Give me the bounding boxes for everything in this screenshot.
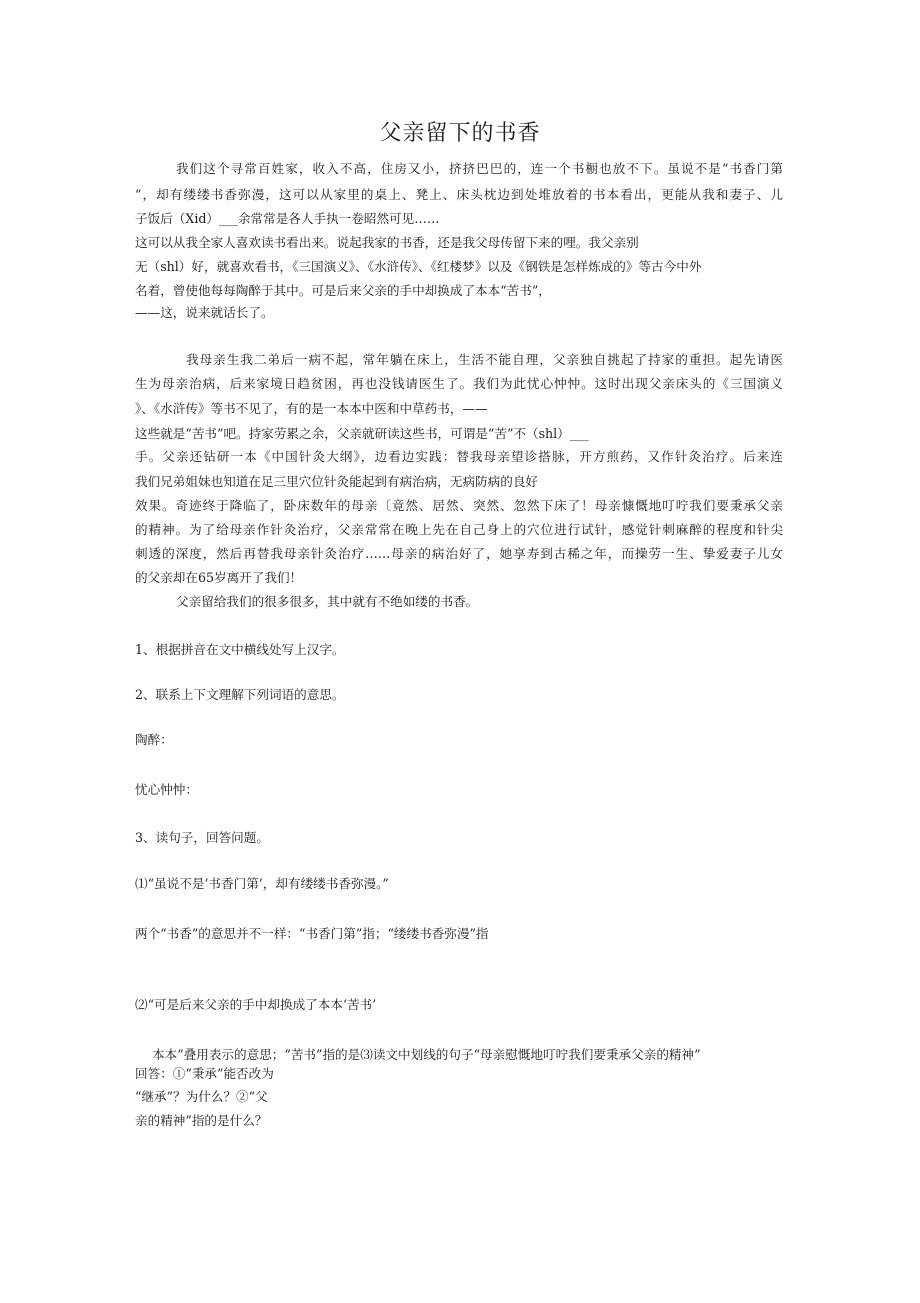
passage-line: ”，却有缕缕书香弥漫，这可以从家里的桌上、凳上、床头枕边到处堆放着的书本看出，更能从我和妻子、儿 — [135, 187, 783, 202]
passage-line: 的父亲却在65岁离开了我们！ — [135, 570, 303, 585]
passage-line: 生为母亲治病，后来家境日趋贫困，再也没钱请医生了。我们为此忧心忡忡。这时出现父亲床头的《三国演义 — [135, 376, 783, 391]
passage-line: 手。父亲还钻研一本《中国针灸大纲》，边看边实践：替我母亲望诊搭脉，开方煎药，又作针灸治疗。后来连 — [135, 449, 783, 464]
passage-line: 》、《水浒传》等书不见了，有的是一本本中医和中草药书，—— — [135, 401, 488, 416]
document-title: 父亲留下的书香 — [379, 121, 541, 146]
passage-line: 我母亲生我二弟后一病不起，常年躺在床上，生活不能自理，父亲独自挑起了持家的重担。起先请医 — [186, 352, 783, 367]
question-3: 3、读句子，回答问题。 — [135, 830, 269, 845]
passage-line: 名着，曾使他每每陶醉于其中。可是后来父亲的手中却换成了本本“苦书”， — [135, 283, 551, 298]
question-3-item: 回答：①“秉承”能否改为 — [135, 1066, 274, 1081]
passage-line: 效果。奇迹终于降临了，卧床数年的母亲〔竟然、居然、突然、忽然下床了！母亲慷慨地叮咛我们要秉承父亲 — [135, 498, 783, 513]
question-3-item: ⑵“可是后来父亲的手中却换成了本本‘苦书’ — [135, 997, 377, 1012]
question-2-term: 忧心忡忡： — [135, 782, 198, 797]
question-3-item: 两个“书香”的意思并不一样：“书香门第”指；“缕缕书香弥漫”指 — [135, 926, 489, 941]
passage-line: 无（shl）好，就喜欢看书，《三国演义》、《水浒传》、《红楼梦》以及《钢铁是怎样炼成的》等古今中外 — [135, 259, 702, 274]
question-2-term: 陶醉： — [135, 732, 173, 747]
question-3-item: 本本”叠用表示的意思；“苦书”指的是⑶读文中划线的句子“母亲慰慨地叮咛我们要秉承父亲的精神” — [152, 1047, 701, 1062]
passage-line: 我们兄弟姐妹也知道在足三里穴位针灸能起到有病治病，无病防病的良好 — [135, 474, 538, 489]
question-3-item: ⑴“虽说不是‘书香门第’，却有缕缕书香弥漫。” — [135, 876, 389, 891]
passage-line: 的精神。为了给母亲作针灸治疗，父亲常常在晚上先在自己身上的穴位进行试针，感觉针刺麻醉的程度和针尖 — [135, 522, 783, 537]
passage-line: 刺透的深度，然后再替我母亲针灸治疗……母亲的病治好了，她享寿到古稀之年，而操劳一生、挚爱妻子儿女 — [135, 546, 783, 561]
passage-line: 父亲留给我们的很多很多，其中就有不绝如缕的书香。 — [176, 594, 479, 609]
question-3-item: “继承”？为什么？②“父 — [135, 1089, 268, 1104]
question-3-item: 亲的精神”指的是什么？ — [135, 1113, 268, 1128]
passage-line: 这些就是“苦书”吧。持家劳累之余，父亲就研读这些书，可谓是“苦”不（shl）___ — [135, 426, 589, 441]
passage-line: ——这，说来就话长了。 — [135, 305, 274, 320]
question-2: 2、联系上下文理解下列词语的意思。 — [135, 687, 345, 702]
passage-line: 这可以从我全家人喜欢读书看出来。说起我家的书香，还是我父母传留下来的哩。我父亲别 — [135, 235, 639, 250]
passage-line: 我们这个寻常百姓家，收入不高，住房又小，挤挤巴巴的，连一个书橱也放不下。虽说不是“书香门第 — [176, 161, 783, 176]
question-1: 1、根据拼音在文中横线处写上汉字。 — [135, 642, 345, 657]
passage-line: 子饭后（Xid）___余常常是各人手执一卷昭然可见…… — [135, 211, 440, 226]
